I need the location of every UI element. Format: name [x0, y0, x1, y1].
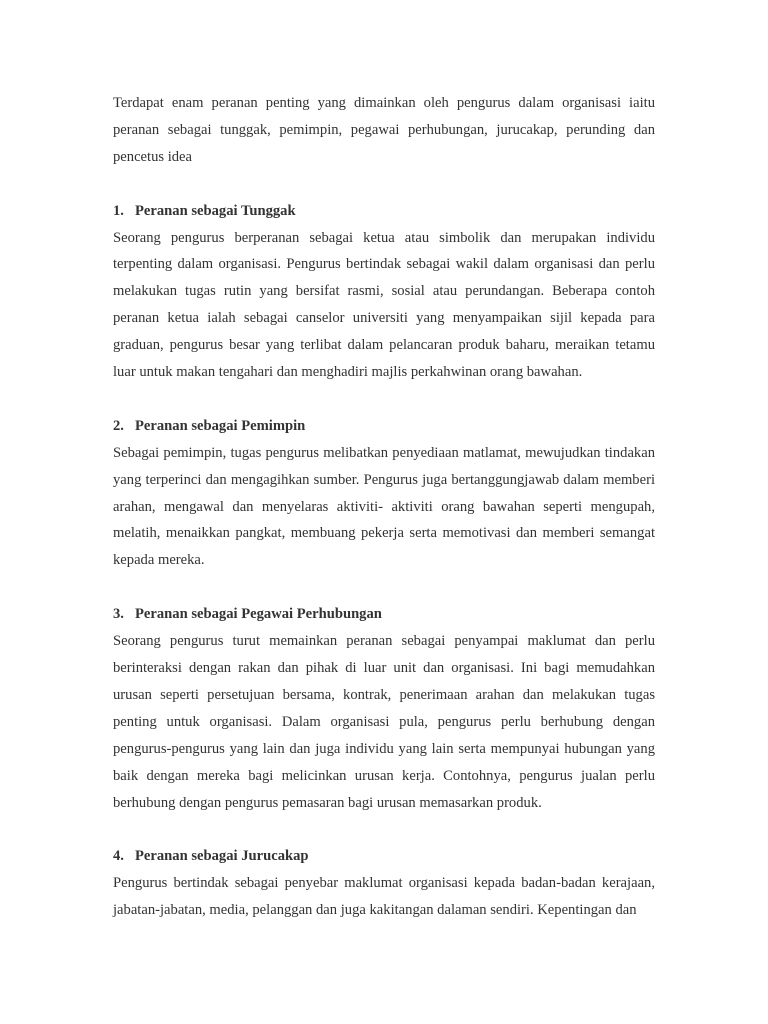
section-jurucakap [113, 843, 655, 924]
section-number: 3. [113, 606, 124, 623]
section-body: Pengurus bertindak sebagai penyebar maklumat organisasi kepada badan-badan kerajaan, jabatan-jabatan, media, pelanggan dan juga kakitangan dalaman sendiri. Kepentingan dan [113, 875, 655, 919]
intro-paragraph: Terdapat enam peranan penting yang dimainkan oleh pengurus dalam organisasi iaitu peranan sebagai tunggak, pemimpin, pegawai perhubungan, jurucakap, perunding dan pencetus idea [113, 95, 655, 165]
section-pegawai-perhubungan [113, 601, 655, 816]
section-heading [113, 413, 655, 440]
section-body: Sebagai pemimpin, tugas pengurus melibatkan penyediaan matlamat, mewujudkan tindakan yang terperinci dan mengagihkan sumber. Pengurus juga bertanggungjawab dalam memberi arahan, mengawal dan menyelaras aktiviti- aktiviti orang bawahan seperti mengupah, melatih, menaikkan pangkat, membuang pekerja serta memotivasi dan memberi semangat kepada mereka. [113, 444, 655, 569]
section-title: Peranan sebagai Pemimpin [135, 417, 306, 434]
section-body: Seorang pengurus berperanan sebagai ketua atau simbolik dan merupakan individu terpenting dalam organisasi. Pengurus bertindak sebagai wakil dalam organisasi dan perlu melakukan tugas rutin yang bersifat rasmi, sosial atau perundangan. Beberapa contoh peranan ketua ialah sebagai canselor universiti yang menyampaikan sijil kepada para graduan, pengurus besar yang terlibat dalam pelancaran produk baharu, meraikan tetamu luar untuk makan tengahari dan menghadiri majlis perkahwinan orang bawahan. [113, 229, 655, 381]
section-heading [113, 601, 655, 628]
section-heading [113, 198, 655, 225]
section-title: Peranan sebagai Tunggak [135, 202, 296, 219]
section-number: 4. [113, 848, 124, 865]
section-title: Peranan sebagai Pegawai Perhubungan [135, 606, 382, 623]
document-page [113, 90, 655, 951]
section-pemimpin [113, 413, 655, 574]
section-heading [113, 843, 655, 870]
section-body: Seorang pengurus turut memainkan peranan sebagai penyampai maklumat dan perlu berinteraksi dengan rakan dan pihak di luar unit dan organisasi. Ini bagi memudahkan urusan seperti persetujuan bersama, kontrak, penerimaan arahan dan melakukan tugas penting untuk organisasi. Dalam organisasi pula, pengurus perlu berhubung dengan pengurus-pengurus yang lain dan juga individu yang lain serta mempunyai hubungan yang baik dengan mereka bagi melicinkan urusan kerja. Contohnya, pengurus jualan perlu berhubung dengan pengurus pemasaran bagi urusan memasarkan produk. [113, 633, 655, 811]
section-number: 2. [113, 417, 124, 434]
section-number: 1. [113, 202, 124, 219]
section-title: Peranan sebagai Jurucakap [135, 848, 309, 865]
section-tunggak [113, 198, 655, 386]
